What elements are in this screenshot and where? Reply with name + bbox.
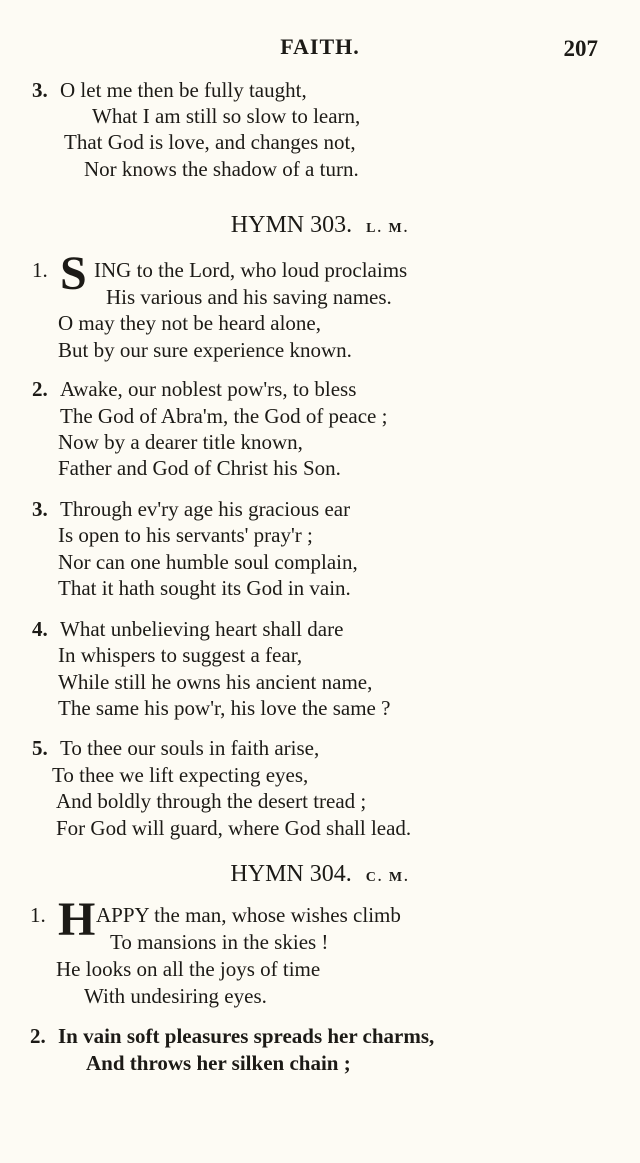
verse-line: What unbelieving heart shall dare — [60, 617, 344, 641]
verse-line: O let me then be fully taught, — [60, 78, 307, 102]
page-number: 207 — [563, 36, 598, 61]
h303-s2-line-1 — [32, 377, 356, 401]
h304-s1-line-2: To mansions in the skies ! — [110, 930, 329, 954]
h303-s4-line-1 — [32, 617, 343, 641]
verse-line: Through ev'ry age his gracious ear — [60, 497, 351, 521]
running-title: FAITH. — [280, 34, 360, 59]
hymn-304-title — [0, 861, 640, 888]
prev-stanza3-line-3: That God is love, and changes not, — [64, 130, 356, 154]
hymn-304-number: HYMN 304. — [230, 861, 352, 887]
h304-s1-line-4: With undesiring eyes. — [84, 984, 267, 1008]
h303-s1-line-3: O may they not be heard alone, — [58, 311, 321, 335]
h303-s1-number: 1. — [32, 258, 48, 282]
verse-line: Awake, our noblest pow'rs, to bless — [60, 377, 357, 401]
verse-line: In vain soft pleasures spreads her charms, — [58, 1024, 435, 1048]
h303-s4-line-4: The same his pow'r, his love the same ? — [58, 696, 391, 720]
h303-s1-line-2: His various and his saving names. — [106, 285, 392, 309]
h303-s3-line-4: That it hath sought its God in vain. — [58, 576, 351, 600]
h303-s4-line-2: In whispers to suggest a fear, — [58, 643, 303, 667]
h303-s5-line-2: To thee we lift expecting eyes, — [52, 763, 309, 787]
h303-s3-line-2: Is open to his servants' pray'r ; — [58, 523, 313, 547]
prev-stanza3-line-4: Nor knows the shadow of a turn. — [84, 157, 359, 181]
h304-s1-line-1: APPY the man, whose wishes climb — [96, 903, 401, 927]
h303-s4-line-3: While still he owns his ancient name, — [58, 670, 373, 694]
h303-s5-line-3: And boldly through the desert tread ; — [56, 789, 367, 813]
verse-line: To thee our souls in faith arise, — [60, 736, 320, 760]
hymn-303-number: HYMN 303. — [230, 212, 353, 238]
stanza-number: 2. — [32, 377, 48, 401]
h304-s2-line-1 — [30, 1024, 434, 1048]
stanza-number: 4. — [32, 617, 48, 641]
stanza-number: 3. — [32, 78, 48, 102]
h303-s3-line-3: Nor can one humble soul complain, — [58, 550, 358, 574]
h304-s2-line-2: And throws her silken chain ; — [86, 1051, 351, 1075]
h304-s1-number: 1. — [30, 903, 46, 927]
h303-s3-line-1 — [32, 497, 350, 521]
prev-stanza3-line-2: What I am still so slow to learn, — [92, 104, 361, 128]
h303-s2-line-2: The God of Abra'm, the God of peace ; — [60, 404, 388, 428]
hymn-303-title — [0, 212, 640, 239]
h303-s5-line-4: For God will guard, where God shall lead. — [56, 816, 412, 840]
h303-s5-line-1 — [32, 736, 319, 760]
h303-s1-line-4: But by our sure experience known. — [58, 338, 352, 362]
hymn-303-meter: L. M. — [366, 221, 410, 236]
stanza-number: 3. — [32, 497, 48, 521]
h304-s1-line-3: He looks on all the joys of time — [56, 957, 321, 981]
h303-dropcap: S — [60, 247, 87, 300]
stanza-number: 2. — [30, 1024, 46, 1048]
stanza-number: 5. — [32, 736, 48, 760]
running-head — [0, 34, 640, 68]
h303-s1-line-1: ING to the Lord, who loud proclaims — [94, 258, 408, 282]
prev-stanza3-line-1 — [32, 78, 307, 102]
h304-dropcap: H — [58, 893, 96, 946]
h303-s2-line-4: Father and God of Christ his Son. — [58, 456, 341, 480]
h303-s2-line-3: Now by a dearer title known, — [58, 430, 303, 454]
hymn-304-meter: C. M. — [365, 870, 410, 885]
